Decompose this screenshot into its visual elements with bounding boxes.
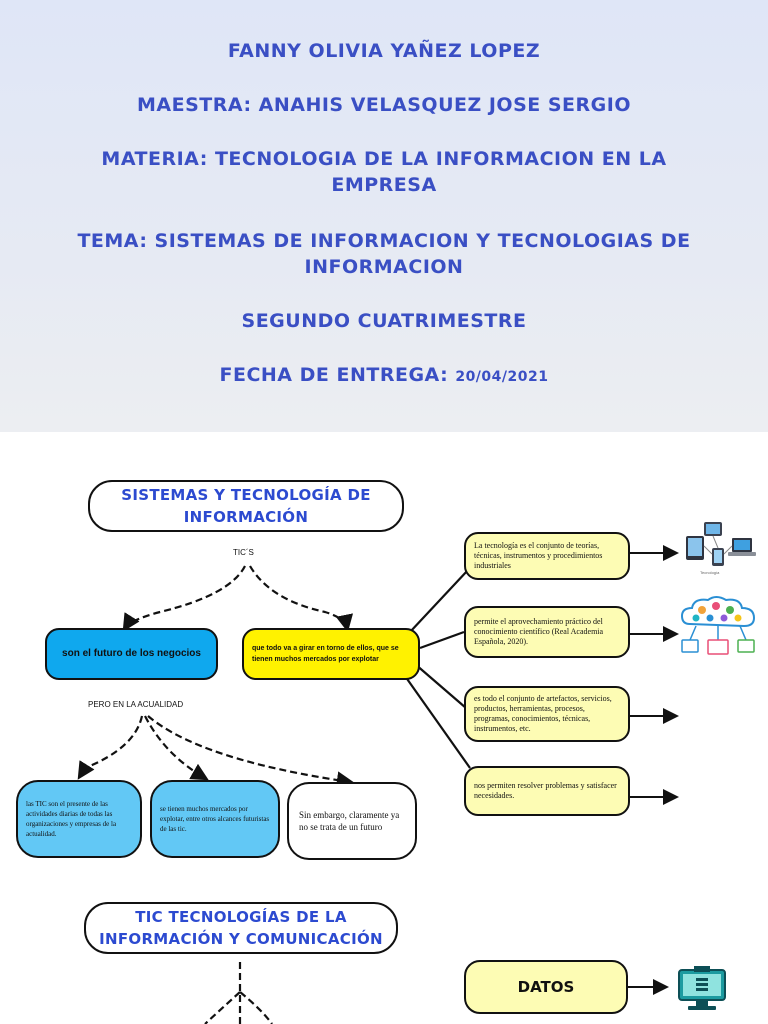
map2-title-box — [84, 902, 398, 954]
subject-line-2: EMPRESA — [331, 174, 437, 196]
subject-line-1: MATERIA: TECNOLOGIA DE LA INFORMACION EN LA — [101, 148, 667, 170]
map2-title-line1: TIC TECNOLOGÍAS DE LA — [135, 908, 347, 926]
computer-database-icon — [676, 962, 728, 1014]
note-technology-definition: La tecnología es el conjunto de teorías, técnicas, instrumentos y procedimientos industriales — [464, 532, 630, 580]
note-solve-problems: nos permiten resolver problemas y satisfacer necesidades. — [464, 766, 630, 816]
note-artifacts: es todo el conjunto de artefactos, servicios, productos, herramientas, procesos, programas, conocimientos, técnicas, instrumentos, etc. — [464, 686, 630, 742]
map1-title-box — [88, 480, 404, 532]
yellow-node: que todo va a girar en torno de ellos, que se tienen muchos mercados por explotar — [242, 628, 420, 680]
topic-line-2: INFORMACION — [304, 256, 464, 278]
topic-line-1: TEMA: SISTEMAS DE INFORMACION Y TECNOLOGIAS DE — [77, 230, 691, 252]
image1-caption: Tecnología — [700, 570, 720, 575]
cloud-network-icon — [676, 594, 760, 660]
due-date: 20/04/2021 — [455, 369, 549, 385]
map1-title-line1: SISTEMAS Y TECNOLOGÍA DE — [121, 486, 371, 504]
blue-node: son el futuro de los negocios — [45, 628, 218, 680]
bubble-present: las TIC son el presente de las actividades diarias de todas las organizaciones y empresas de la actualidad. — [16, 780, 142, 858]
map2-title-line2: INFORMACIÓN Y COMUNICACIÓN — [99, 930, 383, 948]
bubble-not-future: Sin embargo, claramente ya no se trata de un futuro — [287, 782, 417, 860]
teacher-line: MAESTRA: ANAHIS VELASQUEZ JOSE SERGIO — [137, 94, 631, 116]
tics-label: TIC´S — [233, 548, 254, 557]
bubble-markets: se tienen muchos mercados por explotar, entre otros alcances futuristas de las tic. — [150, 780, 280, 858]
datos-node: DATOS — [464, 960, 628, 1014]
note-practical-use: permite el aprovechamiento práctico del conocimiento científico (Real Academia Española, 2020). — [464, 606, 630, 658]
term-line: SEGUNDO CUATRIMESTRE — [241, 310, 527, 332]
devices-network-icon — [682, 518, 758, 576]
student-name: FANNY OLIVIA YAÑEZ LOPEZ — [227, 40, 541, 62]
map1-title-line2: INFORMACIÓN — [183, 508, 309, 526]
current-label: PERO EN LA ACUALIDAD — [88, 700, 184, 709]
due-label: FECHA DE ENTREGA: — [219, 364, 449, 386]
